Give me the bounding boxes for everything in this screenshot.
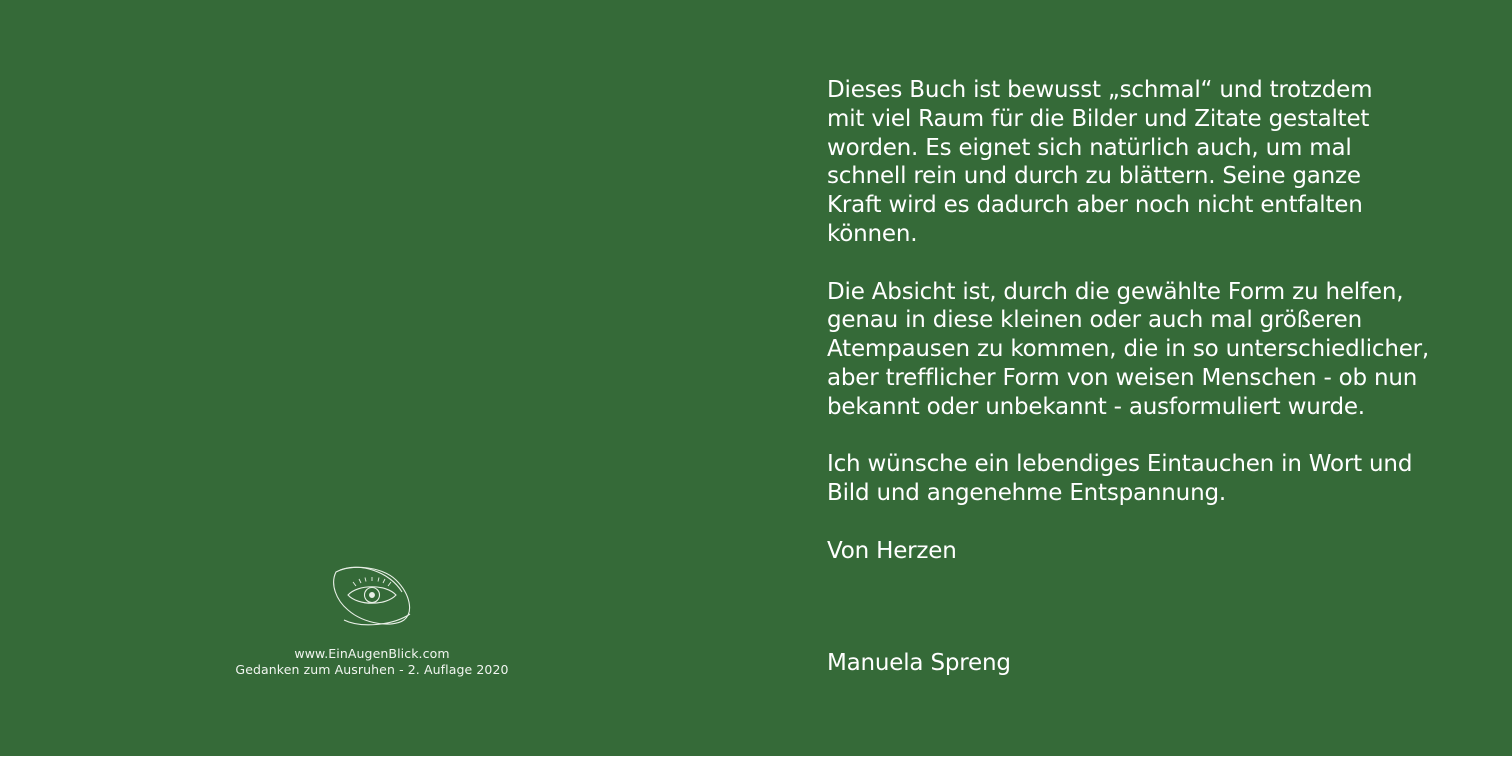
text-line: Dieses Buch ist bewusst „schmal“ und trotzdem xyxy=(827,77,1373,103)
text-line: genau in diese kleinen oder auch mal größeren xyxy=(827,307,1362,334)
paragraph xyxy=(827,450,1467,508)
text-line: Ich wünsche ein lebendiges Eintauchen in Wort und xyxy=(827,451,1413,478)
closing-line xyxy=(827,537,1467,566)
text-line: Von Herzen xyxy=(827,537,957,564)
website-link[interactable]: www.EinAugenBlick.com xyxy=(294,646,450,661)
text-line: können. xyxy=(827,220,918,247)
text-line: bekannt oder unbekannt - ausformuliert wurde. xyxy=(827,393,1365,420)
author-signature: Manuela Spreng xyxy=(827,650,1011,676)
text-line: worden. Es eignet sich natürlich auch, um mal xyxy=(827,134,1352,161)
left-page xyxy=(0,0,756,756)
text-line: Die Absicht ist, durch die gewählte Form zu helfen, xyxy=(827,278,1404,305)
text-line: mit viel Raum für die Bilder und Zitate gestaltet xyxy=(827,105,1370,132)
text-line: aber trefflicher Form von weisen Menschen - ob nun xyxy=(827,364,1418,391)
eye-icon xyxy=(330,562,414,628)
foreword-text xyxy=(827,76,1467,594)
right-page xyxy=(756,0,1512,756)
paragraph xyxy=(827,76,1467,249)
text-line: schnell rein und durch zu blättern. Seine ganze xyxy=(827,163,1361,190)
paragraph xyxy=(827,278,1467,422)
text-line: Atempausen zu kommen, die in so unterschiedlicher, xyxy=(827,336,1430,363)
imprint-footer xyxy=(230,646,514,677)
text-line: Bild und angenehme Entspannung. xyxy=(827,480,1226,507)
text-line: Kraft wird es dadurch aber noch nicht entfalten xyxy=(827,192,1363,219)
edition-note: Gedanken zum Ausruhen - 2. Auflage 2020 xyxy=(235,661,509,677)
